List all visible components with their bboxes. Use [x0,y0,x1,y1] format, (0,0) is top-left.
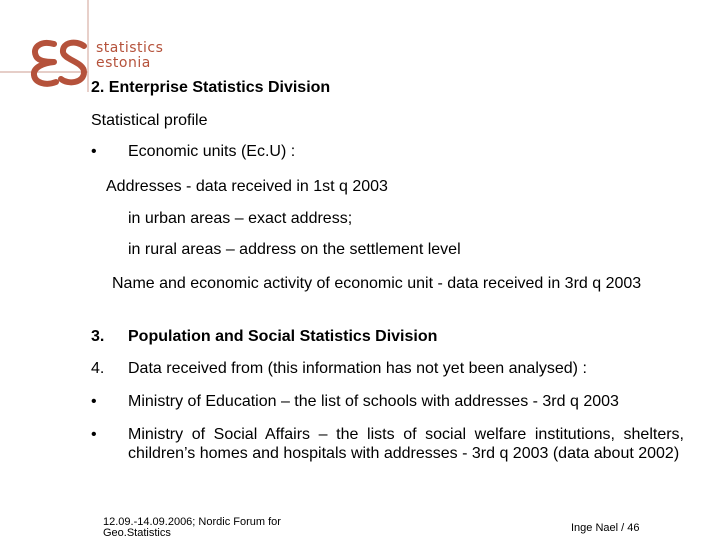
footer-author-page: Inge Nael / 46 [571,522,640,534]
logo-es-mark [30,38,88,88]
footer-event: 12.09.-14.09.2006; Nordic Forum for Geo.Statistics [103,516,281,539]
bullet: • [91,426,97,443]
logo-word-statistics: statistics [96,40,164,56]
section-3-number: 3. [91,328,105,345]
rural-line: in rural areas – address on the settlement level [128,241,461,258]
urban-line: in urban areas – exact address; [128,210,353,227]
section-heading: 2. Enterprise Statistics Division [91,79,331,96]
bullet: • [91,143,97,160]
list-item: Ministry of Social Affairs – the lists of social welfare institutions, shelters, children’s homes and hospitals with addresses - 3rd q 2003 (data about 2002) [128,426,684,462]
subheading: Statistical profile [91,112,208,129]
section-4-number: 4. [91,360,105,377]
section-3-title: Population and Social Statistics Division [128,328,438,345]
bullet: • [91,393,97,410]
logo-word-estonia: estonia [96,55,151,71]
units-label: Economic units (Ec.U) : [128,143,296,160]
name-activity-line: Name and economic activity of economic unit - data received in 3rd q 2003 [112,275,642,292]
list-item: Ministry of Education – the list of schools with addresses - 3rd q 2003 [128,393,619,410]
addresses-line: Addresses - data received in 1st q 2003 [106,178,388,195]
section-4-text: Data received from (this information has not yet been analysed) : [128,360,587,377]
